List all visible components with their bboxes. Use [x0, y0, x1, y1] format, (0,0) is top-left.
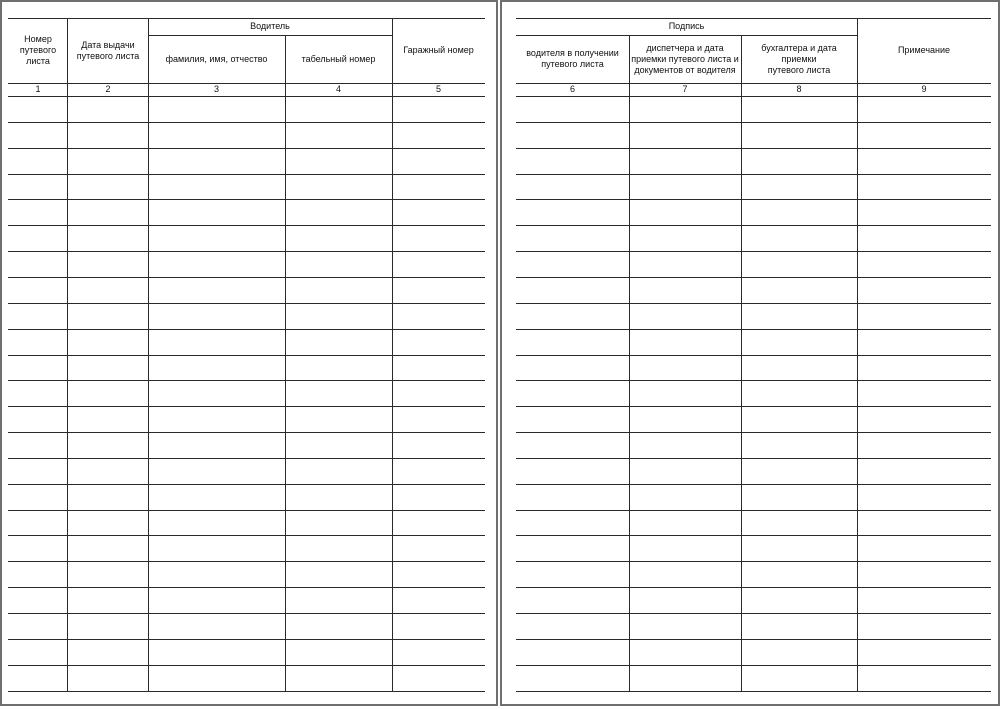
row-line: [516, 148, 991, 149]
header-bottom-line: [8, 83, 485, 84]
header-driver-full-name: фамилия, имя, отчество: [165, 53, 268, 64]
row-line: [8, 380, 485, 381]
row-line: [8, 639, 485, 640]
row-line: [516, 380, 991, 381]
column-number-1: 1: [35, 84, 41, 94]
row-line: [516, 329, 991, 330]
row-line: [516, 484, 991, 485]
row-line: [516, 458, 991, 459]
column-number-4: 4: [335, 84, 341, 94]
row-line: [8, 122, 485, 123]
row-line: [8, 174, 485, 175]
header-trip-sheet-number: Номер путевого листа: [19, 34, 57, 66]
numbers-bottom-line: [8, 96, 485, 97]
row-line: [8, 587, 485, 588]
row-line: [516, 406, 991, 407]
header-accountant-signature: бухгалтера и дата приемки путевого листа: [761, 42, 837, 75]
driver-group-divider: [148, 35, 392, 36]
row-line: [8, 148, 485, 149]
column-number-6: 6: [569, 84, 575, 94]
row-line: [516, 277, 991, 278]
column-divider: [67, 18, 68, 691]
header-issue-date: Дата выдачи путевого листа: [76, 39, 140, 61]
row-line: [8, 510, 485, 511]
column-divider: [392, 18, 393, 691]
column-divider: [629, 35, 630, 691]
row-line: [8, 251, 485, 252]
row-line: [8, 406, 485, 407]
column-number-2: 2: [105, 84, 111, 94]
column-divider: [741, 35, 742, 691]
row-line: [8, 225, 485, 226]
column-number-5: 5: [435, 84, 441, 94]
row-line: [516, 174, 991, 175]
signature-group-divider: [516, 35, 857, 36]
row-line: [516, 613, 991, 614]
row-line: [516, 122, 991, 123]
row-line: [516, 199, 991, 200]
header-driver-signature: водителя в получении путевого листа: [526, 48, 619, 69]
column-number-8: 8: [796, 84, 802, 94]
header-signature-group: Подпись: [668, 21, 705, 31]
column-number-7: 7: [682, 84, 688, 94]
column-number-3: 3: [213, 84, 219, 94]
row-line: [8, 458, 485, 459]
header-note: Примечание: [897, 45, 951, 55]
header-top-line: [8, 18, 485, 19]
row-line: [516, 587, 991, 588]
numbers-bottom-line: [516, 96, 991, 97]
row-line: [8, 691, 485, 692]
header-garage-number: Гаражный номер: [403, 45, 474, 55]
row-line: [516, 639, 991, 640]
row-line: [516, 665, 991, 666]
header-dispatcher-signature: диспетчера и дата приемки путевого листа и документов от водителя: [631, 42, 739, 75]
row-line: [8, 665, 485, 666]
header-top-line: [516, 18, 991, 19]
row-line: [516, 225, 991, 226]
row-line: [8, 277, 485, 278]
header-driver-group: Водитель: [250, 21, 290, 31]
row-line: [8, 432, 485, 433]
row-line: [516, 303, 991, 304]
row-line: [516, 251, 991, 252]
row-line: [516, 510, 991, 511]
row-line: [8, 535, 485, 536]
row-line: [8, 613, 485, 614]
column-divider: [285, 35, 286, 691]
column-divider: [857, 18, 858, 691]
row-line: [8, 561, 485, 562]
row-line: [8, 329, 485, 330]
row-line: [8, 303, 485, 304]
header-personnel-number: табельный номер: [301, 53, 376, 64]
column-divider: [148, 18, 149, 691]
row-line: [8, 199, 485, 200]
row-line: [8, 355, 485, 356]
right-page: [500, 0, 1000, 706]
column-number-9: 9: [921, 84, 927, 94]
row-line: [516, 535, 991, 536]
row-line: [516, 691, 991, 692]
row-line: [516, 561, 991, 562]
header-bottom-line: [516, 83, 991, 84]
left-page: [0, 0, 498, 706]
row-line: [8, 484, 485, 485]
row-line: [516, 355, 991, 356]
row-line: [516, 432, 991, 433]
